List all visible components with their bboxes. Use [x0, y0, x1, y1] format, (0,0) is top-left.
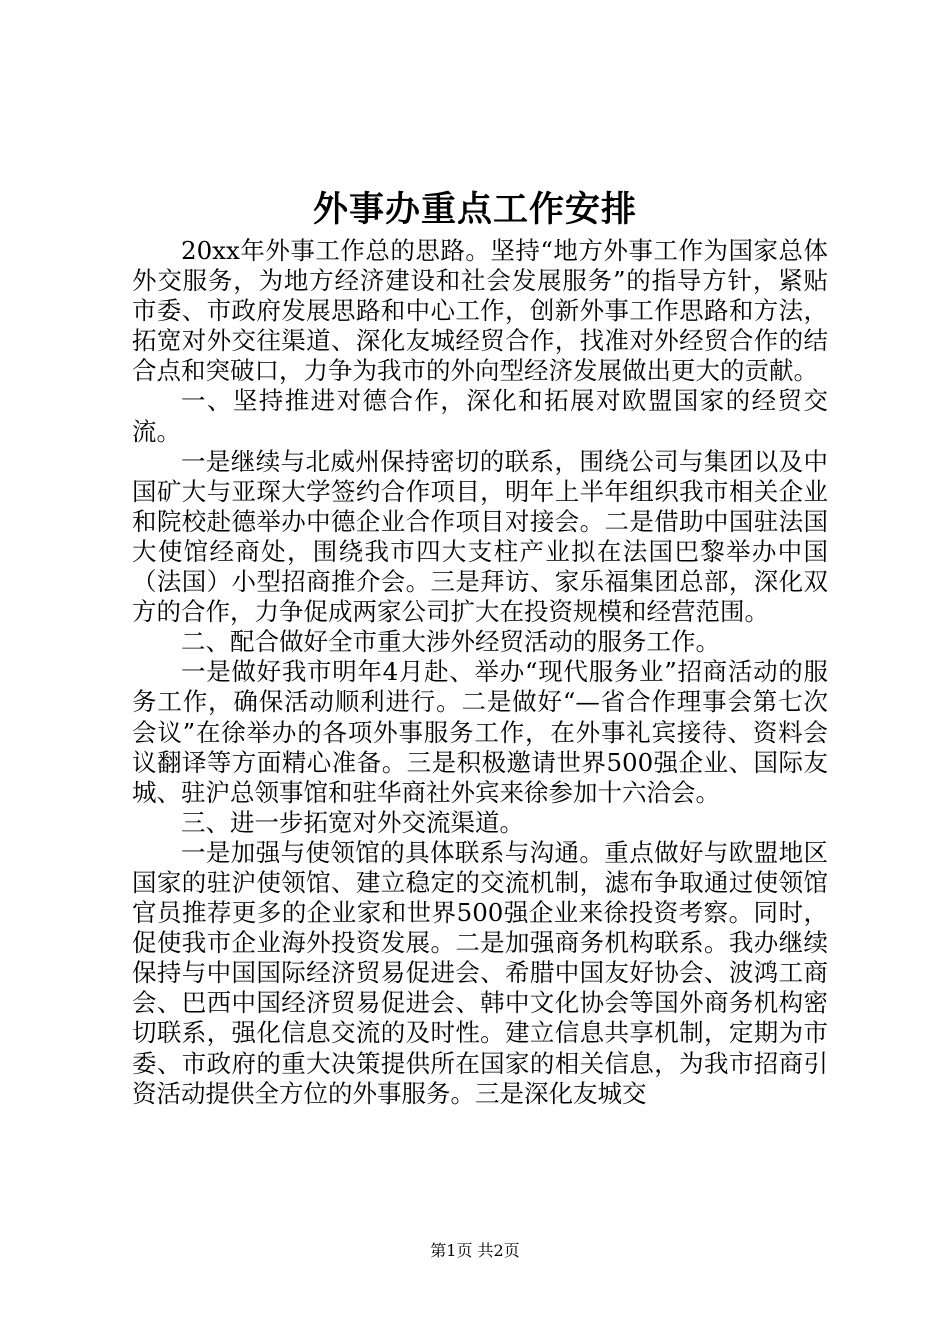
paragraph-section-1: 一是继续与北威州保持密切的联系，围绕公司与集团以及中国矿大与亚琛大学签约合作项目，明年上半年组织我市相关企业和院校赴德举办中德企业合作项目对接会。二是借助中国驻法国大使馆经商处，围绕我市四大支柱产业拟在法国巴黎举办中国（法国）小型招商推介会。三是拜访、家乐福集团总部，深化双方的合作，力争促成两家公司扩大在投资规模和经营范围。	[132, 446, 828, 627]
page-number-footer: 第1页 共2页	[430, 1241, 520, 1260]
document-body	[132, 236, 828, 1109]
document-title: 外事办重点工作安排	[312, 189, 637, 230]
paragraph-section-2: 一是做好我市明年4月赴、举办“现代服务业”招商活动的服务工作，确保活动顺利进行。二是做好“—省合作理事会第七次会议”在徐举办的各项外事服务工作，在外事礼宾接待、资料会议翻译等方面精心准备。三是积极邀请世界500强企业、国际友城、驻沪总领事馆和驻华商社外宾来徐参加十六洽会。	[132, 657, 828, 807]
section-heading-2: 二、配合做好全市重大涉外经贸活动的服务工作。	[181, 627, 720, 657]
paragraph-section-3: 一是加强与使领馆的具体联系与沟通。重点做好与欧盟地区国家的驻沪使领馆、建立稳定的交流机制，滤布争取通过使领馆官员推荐更多的企业家和世界500强企业来徐投资考察。同时，促使我市企业海外投资发展。二是加强商务机构联系。我办继续保持与中国国际经济贸易促进会、希腊中国友好协会、波鸿工商会、巴西中国经济贸易促进会、韩中文化协会等国外商务机构密切联系，强化信息交流的及时性。建立信息共享机制，定期为市委、市政府的重大决策提供所在国家的相关信息，为我市招商引资活动提供全方位的外事服务。三是深化友城交	[132, 837, 828, 1108]
paragraph-intro: 20xx年外事工作总的思路。坚持“地方外事工作为国家总体外交服务，为地方经济建设和社会发展服务”的指导方针，紧贴市委、市政府发展思路和中心工作，创新外事工作思路和方法，拓宽对外交往渠道、深化友城经贸合作，找准对外经贸合作的结合点和突破口，力争为我市的外向型经济发展做出更大的贡献。	[132, 236, 828, 386]
section-heading-3: 三、进一步拓宽对外交流渠道。	[181, 807, 524, 837]
section-heading-1: 一、坚持推进对德合作，深化和拓展对欧盟国家的经贸交流。	[132, 386, 828, 446]
